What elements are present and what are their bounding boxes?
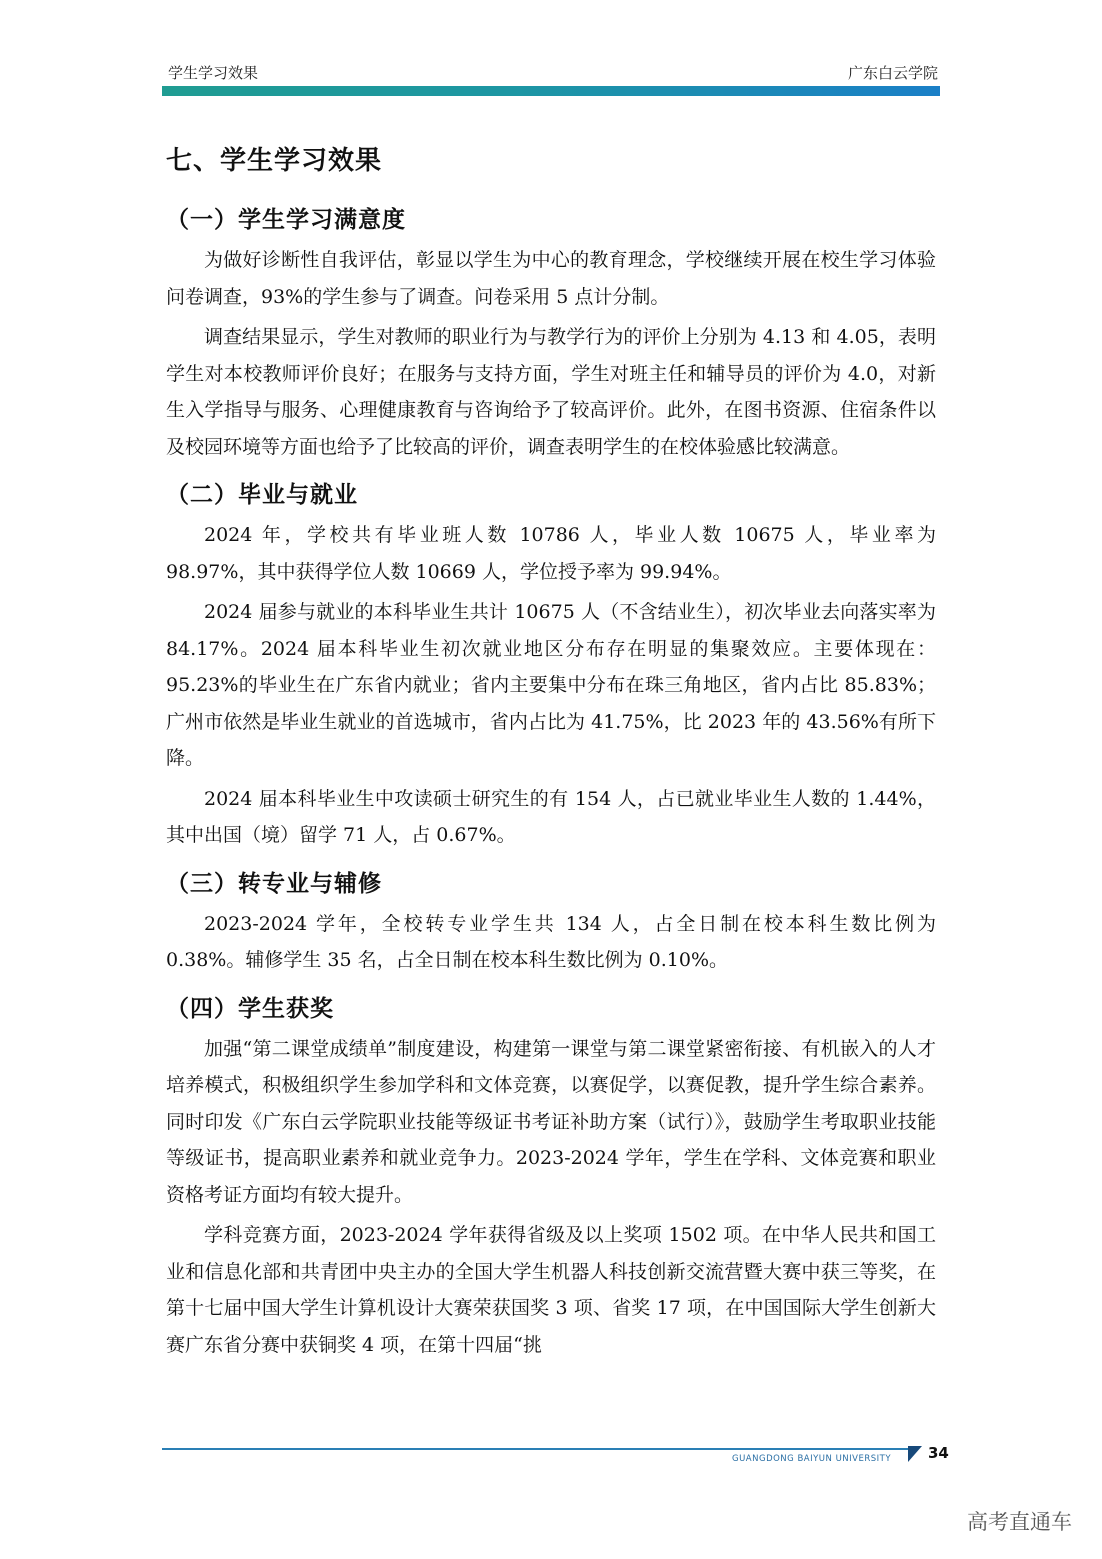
section-graduation-employment: [166, 473, 936, 854]
header-school-name: 广东白云学院: [847, 64, 938, 82]
paragraph: 学科竞赛方面，2023-2024 学年获得省级及以上奖项 1502 项。在中华人民共和国工业和信息化部和共青团中央主办的全国大学生机器人科技创新交流营暨大赛中获三等奖，在第十七届中国大学生计算机设计大赛荣获国奖 3 项、省奖 17 项，在中国国际大学生创新大赛广东省分赛中获铜奖 4 项，在第十四届“挑: [166, 1224, 936, 1356]
footer-rule: [162, 1448, 910, 1450]
section-heading: （二）毕业与就业: [166, 482, 358, 508]
paragraph: 为做好诊断性自我评估，彰显以学生为中心的教育理念，学校继续开展在校生学习体验问卷调查，93%的学生参与了调查。问卷采用 5 点计分制。: [166, 249, 936, 308]
paragraph: 加强“第二课堂成绩单”制度建设，构建第一课堂与第二课堂紧密衔接、有机嵌入的人才培养模式，积极组织学生参加学科和文体竞赛，以赛促学，以赛促教，提升学生综合素养。同时印发《广东白云学院职业技能等级证书考证补助方案（试行）》，鼓励学生考取职业技能等级证书，提高职业素养和就业竞争力。2023-2024 学年，学生在学科、文体竞赛和职业资格考证方面均有较大提升。: [166, 1037, 936, 1206]
section-heading: （一）学生学习满意度: [166, 207, 406, 233]
section-major-transfer: [166, 862, 936, 979]
paragraph: 2024 届参与就业的本科毕业生共计 10675 人（不含结业生），初次毕业去向落实率为 84.17%。2024 届本科毕业生初次就业地区分布存在明显的集聚效应。主要体现在：95.23%的毕业生在广东省内就业；省内主要集中分布在珠三角地区，省内占比 85.83%；广州市依然是毕业生就业的首选城市，省内占比为 41.75%，比 2023 年的 43.56%有所下降。: [166, 601, 936, 769]
section-awards: [166, 987, 936, 1364]
header-section-title: 学生学习效果: [168, 64, 259, 82]
paragraph: 2024 届本科毕业生中攻读硕士研究生的有 154 人，占已就业毕业生人数的 1.44%，其中出国（境）留学 71 人，占 0.67%。: [166, 787, 936, 846]
footer-university-name: GUANGDONG BAIYUN UNIVERSITY: [732, 1454, 892, 1464]
chapter-title: 七、学生学习效果: [166, 146, 383, 176]
watermark-text: 高考直通车: [967, 1510, 1072, 1534]
page-number: 34: [928, 1444, 949, 1462]
footer-triangle-icon: [908, 1446, 922, 1462]
page-content: [166, 138, 936, 1371]
section-heading: （四）学生获奖: [166, 995, 334, 1022]
paragraph: 2023-2024 学年，全校转专业学生共 134 人，占全日制在校本科生数比例为 0.38%。辅修学生 35 名，占全日制在校本科生数比例为 0.10%。: [166, 912, 936, 971]
paragraph: 调查结果显示，学生对教师的职业行为与教学行为的评价上分别为 4.13 和 4.05，表明学生对本校教师评价良好；在服务与支持方面，学生对班主任和辅导员的评价为 4.0，对新生入学指导与服务、心理健康教育与咨询给予了较高评价。此外，在图书资源、住宿条件以及校园环境等方面也给予了比较高的评价，调查表明学生的在校体验感比较满意。: [166, 326, 936, 458]
section-heading: （三）转专业与辅修: [166, 870, 382, 897]
paragraph: 2024 年，学校共有毕业班人数 10786 人，毕业人数 10675 人，毕业率为 98.97%，其中获得学位人数 10669 人，学位授予率为 99.94%。: [166, 524, 936, 583]
section-satisfaction: [166, 198, 936, 465]
header-gradient-bar: [162, 86, 940, 96]
